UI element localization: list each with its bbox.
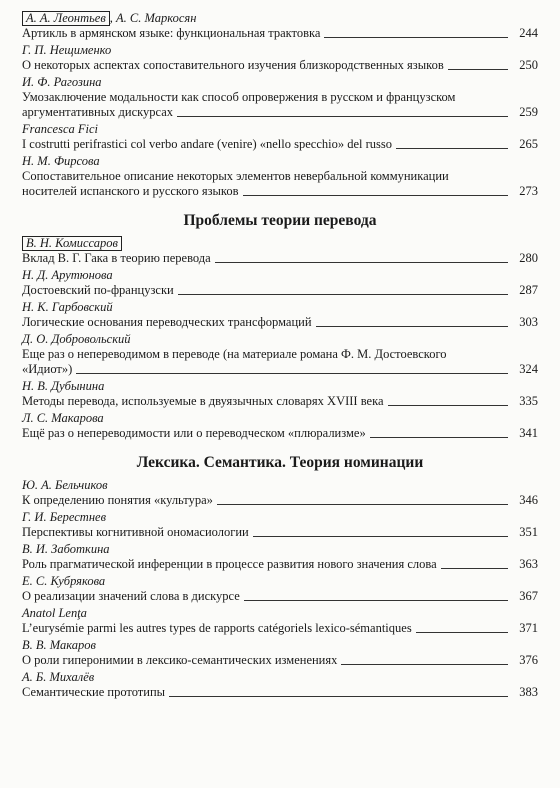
author-name: Е. С. Кубрякова	[22, 574, 106, 588]
entry-title-line: Методы перевода, используемые в двуязычных словарях XVIII века	[22, 394, 384, 408]
page-number: 367	[519, 589, 538, 603]
page-number: 244	[519, 26, 538, 40]
author-name: И. Ф. Рагозина	[22, 75, 102, 89]
toc-entry[interactable]	[22, 638, 538, 668]
leader-line	[215, 262, 508, 263]
author-line	[22, 478, 538, 493]
toc-entry[interactable]	[22, 670, 538, 700]
page-number: 335	[519, 394, 538, 408]
entry-title-line: Вклад В. Г. Гака в теорию перевода	[22, 251, 211, 265]
author-name-boxed: А. А. Леонтьев	[22, 11, 110, 26]
leader-line	[177, 116, 508, 117]
author-line	[22, 379, 538, 394]
toc-entry[interactable]	[22, 332, 538, 377]
entry-title-line: О реализации значений слова в дискурсе	[22, 589, 240, 603]
leader-line	[244, 600, 508, 601]
author-line	[22, 574, 538, 589]
author-line	[22, 606, 538, 621]
entry-title-line: Перспективы когнитивной ономасиологии	[22, 525, 249, 539]
page-number: 363	[519, 557, 538, 571]
author-line	[22, 75, 538, 90]
page-number: 287	[519, 283, 538, 297]
author-name: Н. Д. Арутюнова	[22, 268, 113, 282]
toc-entry[interactable]	[22, 122, 538, 152]
toc-entry[interactable]	[22, 542, 538, 572]
toc-entry[interactable]	[22, 11, 538, 41]
leader-line	[253, 536, 508, 537]
author-name: Л. С. Макарова	[22, 411, 104, 425]
toc-entry[interactable]	[22, 300, 538, 330]
leader-line	[448, 69, 508, 70]
author-line	[22, 43, 538, 58]
page-number: 351	[519, 525, 538, 539]
author-line	[22, 542, 538, 557]
author-line	[22, 122, 538, 137]
entry-title-line: I costrutti perifrastici col verbo andare (venire) «nello specchio» del russo	[22, 137, 393, 151]
entry-title-line: Роль прагматической инференции в процессе развития нового значения слова	[22, 557, 437, 571]
leader-line	[396, 148, 508, 149]
leader-line	[217, 504, 508, 505]
entry-title-line: Умозаключение модальности как способ опровержения в русском и французском	[22, 90, 456, 104]
toc-entry[interactable]	[22, 75, 538, 120]
author-name: Г. И. Берестнев	[22, 510, 107, 524]
entry-title-line: Семантические прототипы	[22, 685, 166, 699]
author-line: А. А. Леонтьев , А. С. Маркосян	[22, 11, 538, 26]
page-number: 273	[519, 184, 538, 198]
leader-line	[169, 696, 508, 697]
toc-entry[interactable]	[22, 574, 538, 604]
author-name: А. Б. Михалёв	[22, 670, 95, 684]
entry-title-line: К определению понятия «культура»	[22, 493, 213, 507]
author-name: Н. В. Дубынина	[22, 379, 105, 393]
table-of-contents	[22, 11, 538, 702]
author-name: Н. М. Фирсова	[22, 154, 100, 168]
author-line	[22, 268, 538, 283]
author-name: В. В. Макаров	[22, 638, 96, 652]
author-line	[22, 411, 538, 426]
author-name: В. И. Заботкина	[22, 542, 110, 556]
page-number: 346	[519, 493, 538, 507]
author-line	[22, 300, 538, 315]
author-name: Ю. А. Бельчиков	[22, 478, 108, 492]
leader-line	[341, 664, 508, 665]
page-number: 265	[519, 137, 538, 151]
entry-title-line: О некоторых аспектах сопоставительного изучения близкородственных языков	[22, 58, 444, 72]
entry-title-line: О роли гиперонимии в лексико-семантических изменениях	[22, 653, 338, 667]
page-number: 383	[519, 685, 538, 699]
leader-line	[388, 405, 508, 406]
entry-title-line: Логические основания переводческих трансформаций	[22, 315, 312, 329]
toc-entry[interactable]	[22, 510, 538, 540]
leader-line	[178, 294, 508, 295]
leader-line	[441, 568, 508, 569]
author-name: Anatol Lenţa	[22, 606, 87, 620]
page-number: 250	[519, 58, 538, 72]
entry-title-line: Ещё раз о непереводимости или о переводческом «плюрализме»	[22, 426, 366, 440]
author-line	[22, 510, 538, 525]
author-name: Д. О. Добровольский	[22, 332, 131, 346]
page-number: 324	[519, 362, 538, 376]
toc-entry[interactable]	[22, 43, 538, 73]
leader-line	[370, 437, 508, 438]
entry-title-line: Достоевский по-французски	[22, 283, 174, 297]
entry-title-line: L’eurysémie parmi les autres types de rapports catégoriels lexico-sémantiques	[22, 621, 412, 635]
toc-entry[interactable]	[22, 606, 538, 636]
entry-title-line: «Идиот»)	[22, 362, 73, 376]
author-line	[22, 154, 538, 169]
author-line	[22, 332, 538, 347]
entry-title-line: Артикль в армянском языке: функциональная трактовка	[22, 26, 321, 40]
page-number: 341	[519, 426, 538, 440]
toc-entry[interactable]	[22, 154, 538, 199]
toc-entry[interactable]	[22, 268, 538, 298]
page-number: 259	[519, 105, 538, 119]
entry-title-line: аргументативных дискурсах	[22, 105, 174, 119]
leader-line	[316, 326, 508, 327]
page-number: 280	[519, 251, 538, 265]
author-name: Francesca Fici	[22, 122, 99, 136]
leader-line	[324, 37, 508, 38]
page-number: 303	[519, 315, 538, 329]
entry-title-line: носителей испанского и русского языков	[22, 184, 239, 198]
leader-line	[76, 373, 508, 374]
leader-line	[416, 632, 508, 633]
section-heading: Проблемы теории перевода	[183, 212, 377, 229]
author-line	[22, 670, 538, 685]
author-line	[22, 638, 538, 653]
author-name-boxed: В. Н. Комиссаров	[22, 236, 122, 251]
toc-entry[interactable]	[22, 478, 538, 508]
entry-title-line: Еще раз о непереводимом в переводе (на материале романа Ф. М. Достоевского	[22, 347, 447, 361]
section-heading: Лексика. Семантика. Теория номинации	[136, 454, 424, 471]
author-line	[22, 236, 538, 251]
author-name: А. С. Маркосян	[116, 11, 197, 25]
toc-entry[interactable]	[22, 379, 538, 409]
page-number: 371	[519, 621, 538, 635]
toc-entry[interactable]	[22, 236, 538, 266]
toc-entry[interactable]	[22, 411, 538, 441]
page-number: 376	[519, 653, 538, 667]
entry-title-line: Сопоставительное описание некоторых элементов невербальной коммуникации	[22, 169, 449, 183]
author-name: Н. К. Гарбовский	[22, 300, 113, 314]
leader-line	[243, 195, 509, 196]
author-name: Г. П. Нещименко	[22, 43, 112, 57]
